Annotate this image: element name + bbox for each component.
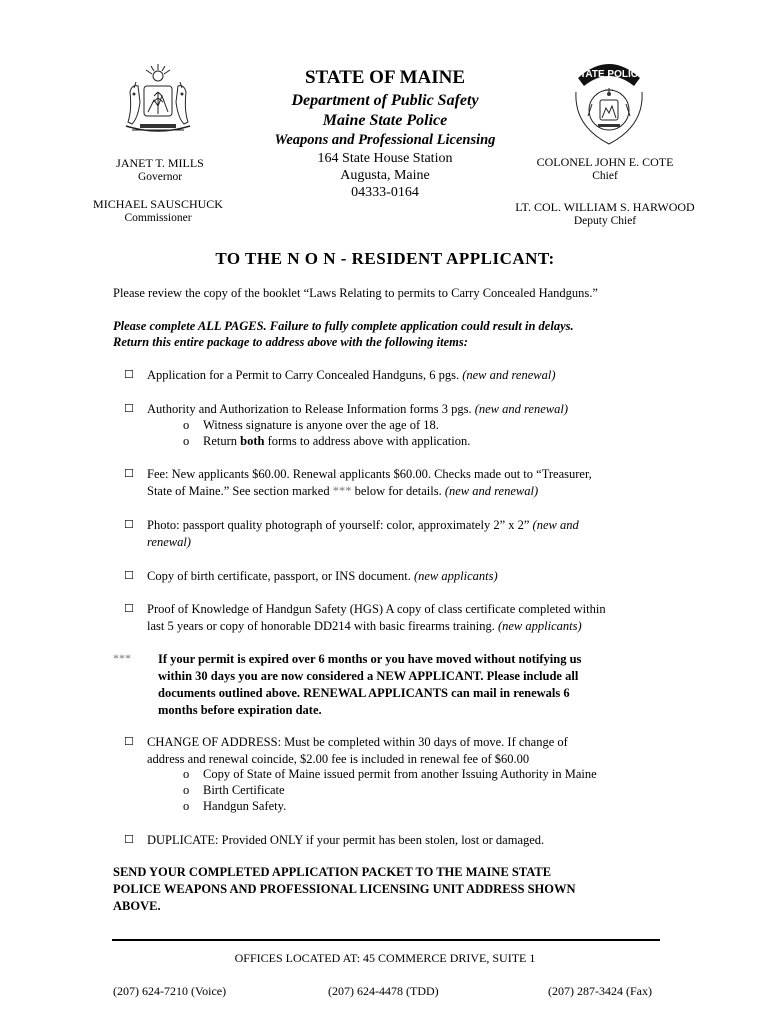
item-tag: (new and renewal) [474, 402, 568, 416]
item-text: DUPLICATE: Provided ONLY if your permit has been stolen, lost or damaged. [147, 833, 545, 847]
item-text: State of Maine.” See section marked [147, 483, 333, 498]
authority-sub-item [183, 417, 439, 434]
note-line: documents outlined above. RENEWAL APPLICANTS can mail in renewals 6 [158, 686, 570, 700]
deputy-chief-title: Deputy Chief [573, 215, 637, 227]
item-text: Copy of birth certificate, passport, or INS document. [147, 569, 414, 583]
note-line: within 30 days you are now considered a NEW APPLICANT. Please include all [158, 669, 579, 683]
item-text: Proof of Knowledge of Handgun Safety (HGS) A copy of class certificate completed within [147, 602, 606, 616]
item-tag: (new applicants) [497, 618, 582, 633]
checkbox-icon: ☐ [124, 570, 134, 582]
header-department: Department of Public Safety [291, 92, 479, 109]
intro-text: Please review the copy of the booklet “Laws Relating to permits to Carry Concealed Handguns.” [113, 286, 598, 300]
chief-title: Chief [592, 170, 618, 182]
footer-tdd-phone: (207) 624-4478 (TDD) [328, 984, 439, 998]
sub-item-text: Witness signature is anyone over the age of 18. [203, 418, 439, 432]
item-tag: renewal) [147, 534, 191, 549]
bullet-icon: o [183, 799, 190, 813]
governor-name: JANET T. MILLS [116, 156, 204, 170]
bullet-icon: o [183, 434, 190, 448]
item-tag: (new applicants) [413, 569, 498, 583]
checklist-item-authority [124, 401, 664, 418]
item-text: below for details. [351, 483, 445, 498]
checklist-item-fee [124, 466, 664, 499]
sub-item-text: Copy of State of Maine issued permit from another Issuing Authority in Maine [203, 767, 597, 781]
header-address-line2: Augusta, Maine [340, 168, 430, 183]
sub-item-text: Handgun Safety. [203, 799, 287, 813]
send-instructions [113, 864, 653, 915]
deputy-chief-name: LT. COL. WILLIAM S. HARWOOD [515, 200, 695, 214]
item-text: Fee: New applicants $60.00. Renewal applicants $60.00. Checks made out to “Treasurer, [147, 467, 592, 481]
sub-item-emphasis: both [240, 434, 265, 448]
checklist-item-handgun-safety [124, 601, 664, 634]
footer-voice-phone: (207) 624-7210 (Voice) [113, 984, 227, 998]
change-sub-item [183, 766, 597, 783]
header-unit: Weapons and Professional Licensing [274, 132, 496, 148]
maine-state-seal-logo [118, 62, 198, 140]
change-sub-item [183, 782, 285, 799]
checkbox-icon: ☐ [124, 519, 134, 531]
item-text: address and renewal coincide, $2.00 fee is included in renewal fee of $60.00 [147, 751, 530, 766]
checkbox-icon: ☐ [124, 403, 134, 415]
checklist-item-application [124, 367, 664, 384]
item-tag: (new and renewal) [462, 368, 556, 382]
chief-name: COLONEL JOHN E. COTE [536, 155, 674, 169]
sub-item-text: forms to address above with application. [264, 434, 471, 448]
item-tag: (new and renewal) [444, 483, 539, 498]
state-police-badge-logo [568, 56, 650, 148]
note-line: If your permit is expired over 6 months or you have moved without notifying us [158, 652, 582, 666]
checkbox-icon: ☐ [124, 834, 134, 846]
checklist-item-birth-certificate [124, 568, 664, 585]
sub-item-text: Birth Certificate [203, 783, 285, 797]
badge-banner-text: STATE POLICE [573, 69, 645, 80]
checklist-item-duplicate [124, 832, 664, 849]
footer-offices: OFFICES LOCATED AT: 45 COMMERCE DRIVE, SUITE 1 [234, 951, 536, 965]
sub-item-text: Return [203, 434, 241, 448]
checklist-item-photo [124, 517, 664, 550]
bullet-icon: o [183, 418, 190, 432]
governor-title: Governor [137, 171, 183, 183]
footer-divider [112, 939, 660, 941]
footer-fax: (207) 287-3424 (Fax) [548, 984, 652, 998]
send-line: POLICE WEAPONS AND PROFESSIONAL LICENSING UNIT ADDRESS SHOWN [113, 882, 576, 896]
bullet-icon: o [183, 783, 190, 797]
item-text: Photo: passport quality photograph of yourself: color, approximately 2” x 2” [147, 518, 533, 532]
send-line: SEND YOUR COMPLETED APPLICATION PACKET TO THE MAINE STATE [113, 865, 552, 879]
send-line: ABOVE. [113, 899, 161, 913]
commissioner-name: MICHAEL SAUSCHUCK [93, 197, 223, 211]
note-text [158, 651, 648, 719]
note-line: months before expiration date. [158, 703, 322, 717]
change-sub-item [183, 798, 286, 815]
checkbox-icon: ☐ [124, 369, 134, 381]
instructions-line2: Return this entire package to address above with the following items: [113, 335, 468, 349]
note-stars-marker: *** [113, 651, 131, 665]
item-tag: (new and [532, 518, 579, 532]
header-address-line1: 164 State House Station [317, 151, 453, 166]
instructions-line1: Please complete ALL PAGES. Failure to fully complete application could result in delays. [113, 319, 574, 333]
item-text: Authority and Authorization to Release Information forms 3 pgs. [147, 402, 475, 416]
checkbox-icon: ☐ [124, 603, 134, 615]
stars-marker: *** [332, 483, 352, 498]
checklist-item-change-of-address [124, 734, 664, 767]
commissioner-title: Commissioner [124, 212, 192, 224]
page-heading: TO THE N O N - RESIDENT APPLICANT: [215, 249, 555, 268]
checkbox-icon: ☐ [124, 468, 134, 480]
header-zip: 04333-0164 [351, 185, 419, 200]
item-text: Application for a Permit to Carry Concealed Handguns, 6 pgs. [147, 368, 463, 382]
item-text: CHANGE OF ADDRESS: Must be completed within 30 days of move. If change of [147, 735, 568, 749]
checkbox-icon: ☐ [124, 736, 134, 748]
header-police: Maine State Police [322, 112, 448, 129]
authority-sub-item [183, 433, 470, 450]
header-state: STATE OF MAINE [304, 67, 466, 88]
item-text: last 5 years or copy of honorable DD214 with basic firearms training. [147, 618, 498, 633]
bullet-icon: o [183, 767, 190, 781]
